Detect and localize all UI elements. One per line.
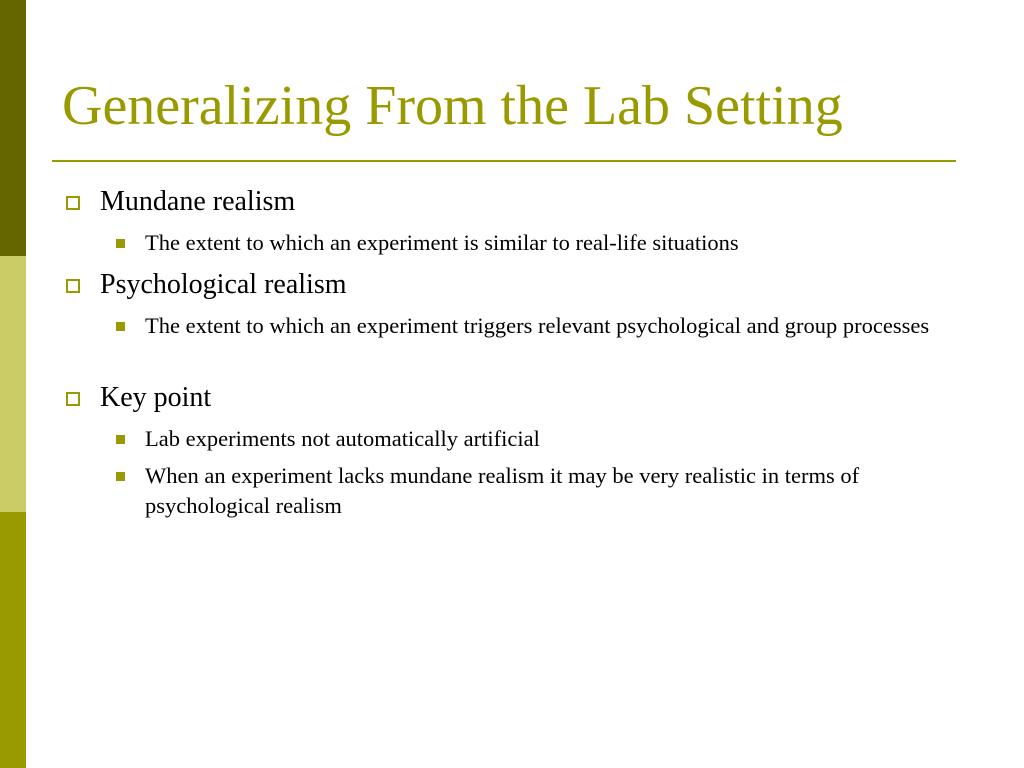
- filled-square-bullet-icon: [116, 239, 125, 248]
- hollow-square-bullet-icon: [66, 279, 80, 293]
- hollow-square-bullet-icon: [66, 392, 80, 406]
- filled-square-bullet-icon: [116, 435, 125, 444]
- hollow-square-bullet-icon: [66, 196, 80, 210]
- filled-square-bullet-icon: [116, 322, 125, 331]
- sub-bullet-psychological-definition: The extent to which an experiment triggers relevant psychological and group processes: [145, 313, 930, 338]
- bullet-key-point: Key point: [100, 382, 212, 413]
- sub-bullet-mundane-definition: The extent to which an experiment is similar to real-life situations: [145, 230, 739, 255]
- bullet-mundane-realism: Mundane realism: [100, 186, 296, 217]
- filled-square-bullet-icon: [116, 472, 125, 481]
- sub-bullet-lab-not-artificial: Lab experiments not automatically artificial: [145, 426, 540, 451]
- slide-title: Generalizing From the Lab Setting: [62, 75, 843, 137]
- sub-bullet-realism-contrast: When an experiment lacks mundane realism it may be very realistic in terms of psychological realism: [145, 463, 860, 518]
- bullet-psychological-realism: Psychological realism: [100, 269, 347, 300]
